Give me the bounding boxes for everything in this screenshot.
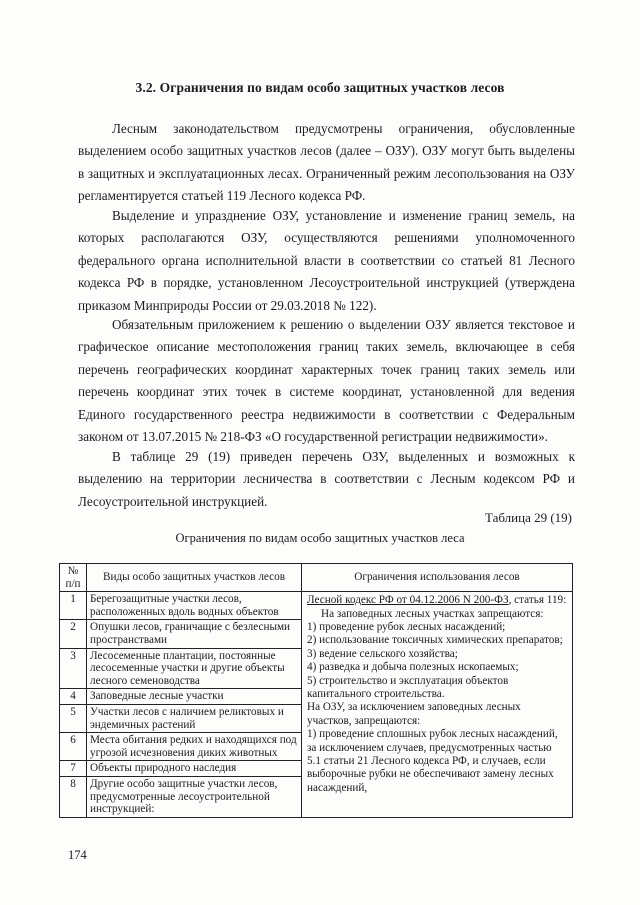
row-num: 7 [60, 761, 87, 777]
reserved-item: 3) ведение сельского хозяйства; [307, 647, 458, 660]
reserved-item: 2) использование токсичных химических препаратов; [307, 634, 563, 647]
row-kind: Лесосеменные плантации, постоянные лесосеменные участки и другие объекты лесного семеноводства [87, 648, 302, 689]
row-kind: Участки лесов с наличием реликтовых и эндемичных растений [87, 704, 302, 732]
row-kind: Объекты природного наследия [87, 761, 302, 777]
row-kind: Заповедные лесные участки [87, 689, 302, 705]
row-num: 5 [60, 704, 87, 732]
restrictions-cell [302, 592, 573, 818]
row-num: 2 [60, 620, 87, 648]
reserved-item: 4) разведка и добыча полезных ископаемых; [307, 661, 519, 674]
paragraph-3: Обязательным приложением к решению о выделении ОЗУ является текстовое и графическое описание местоположения границ таких земель, включающее в себя перечень географических координат характерных точек границ таких земель или перечень координат этих точек в системе координат, установленной для ведения Единого государственного реестра недвижимости в соответствии с Федеральным законом от 13.07.2015 № 218-ФЗ «О государственной регистрации недвижимости». [78, 317, 575, 445]
section-heading: 3.2. Ограничения по видам особо защитных участков лесов [135, 80, 505, 95]
row-num: 1 [60, 592, 87, 620]
restrictions-table [59, 563, 573, 818]
table-header-row [60, 564, 573, 592]
table-label: Таблица 29 (19) [484, 510, 572, 525]
other-item: 1) проведение сплошных рубок лесных насаждений, за исключением случаев, предусмотренных частью 5.1 статьи 21 Лесного кодекса РФ, и случаев, если выборочные рубки не обеспечивают замену лесных насаждений, [307, 728, 558, 794]
paragraph-4: В таблице 29 (19) приведен перечень ОЗУ, выделенных и возможных к выделению на территории лесничества в соответствии с Лесным кодексом РФ и Лесоустроительной инструкцией. [78, 449, 575, 509]
header-num: № п/п [60, 564, 87, 592]
row-kind: Берегозащитные участки лесов, расположенных вдоль водных объектов [87, 592, 302, 620]
other-intro: На ОЗУ, за исключением заповедных лесных участков, запрещаются: [307, 701, 521, 727]
row-num: 3 [60, 648, 87, 689]
table-row [60, 592, 573, 620]
row-kind: Опушки лесов, граничащие с безлесными пространствами [87, 620, 302, 648]
law-reference-link: Лесной кодекс РФ от 04.12.2006 N 200-ФЗ [307, 594, 509, 607]
paragraph-1: Лесным законодательством предусмотрены ограничения, обусловленные выделением особо защитных участков лесов (далее – ОЗУ). ОЗУ могут быть выделены в защитных и эксплуатационных лесах. Ограниченный режим лесопользования на ОЗУ регламентируется статьей 119 Лесного кодекса РФ. [78, 121, 575, 204]
header-kind: Виды особо защитных участков лесов [87, 564, 302, 592]
law-reference: Лесной кодекс РФ от 04.12.2006 N 200-ФЗ, статья 119: [307, 594, 567, 607]
row-num: 8 [60, 776, 87, 817]
table-title: Ограничения по видам особо защитных участков леса [175, 531, 465, 545]
row-kind: Места обитания редких и находящихся под угрозой исчезновения диких животных [87, 733, 302, 761]
row-num: 4 [60, 689, 87, 705]
reserved-item: 1) проведение рубок лесных насаждений; [307, 621, 506, 633]
header-restrictions: Ограничения использования лесов [302, 564, 573, 592]
row-num: 6 [60, 733, 87, 761]
page-number: 174 [68, 848, 87, 862]
reserved-intro: На заповедных лесных участках запрещаются: [321, 607, 544, 620]
reserved-item: 5) строительство и эксплуатация объектов капитального строительства. [307, 674, 509, 701]
paragraph-2: Выделение и упразднение ОЗУ, установление и изменение границ земель, на которых располагаются ОЗУ, осуществляются решениями уполномоченного федерального органа исполнительной власти в соответствии со статьей 81 Лесного кодекса РФ в порядке, установленном Лесоустроительной инструкцией (утверждена приказом Минприроды России от 29.03.2018 № 122). [78, 208, 575, 313]
row-kind: Другие особо защитные участки лесов, предусмотренные лесоустроительной инструкцией: [87, 776, 302, 817]
